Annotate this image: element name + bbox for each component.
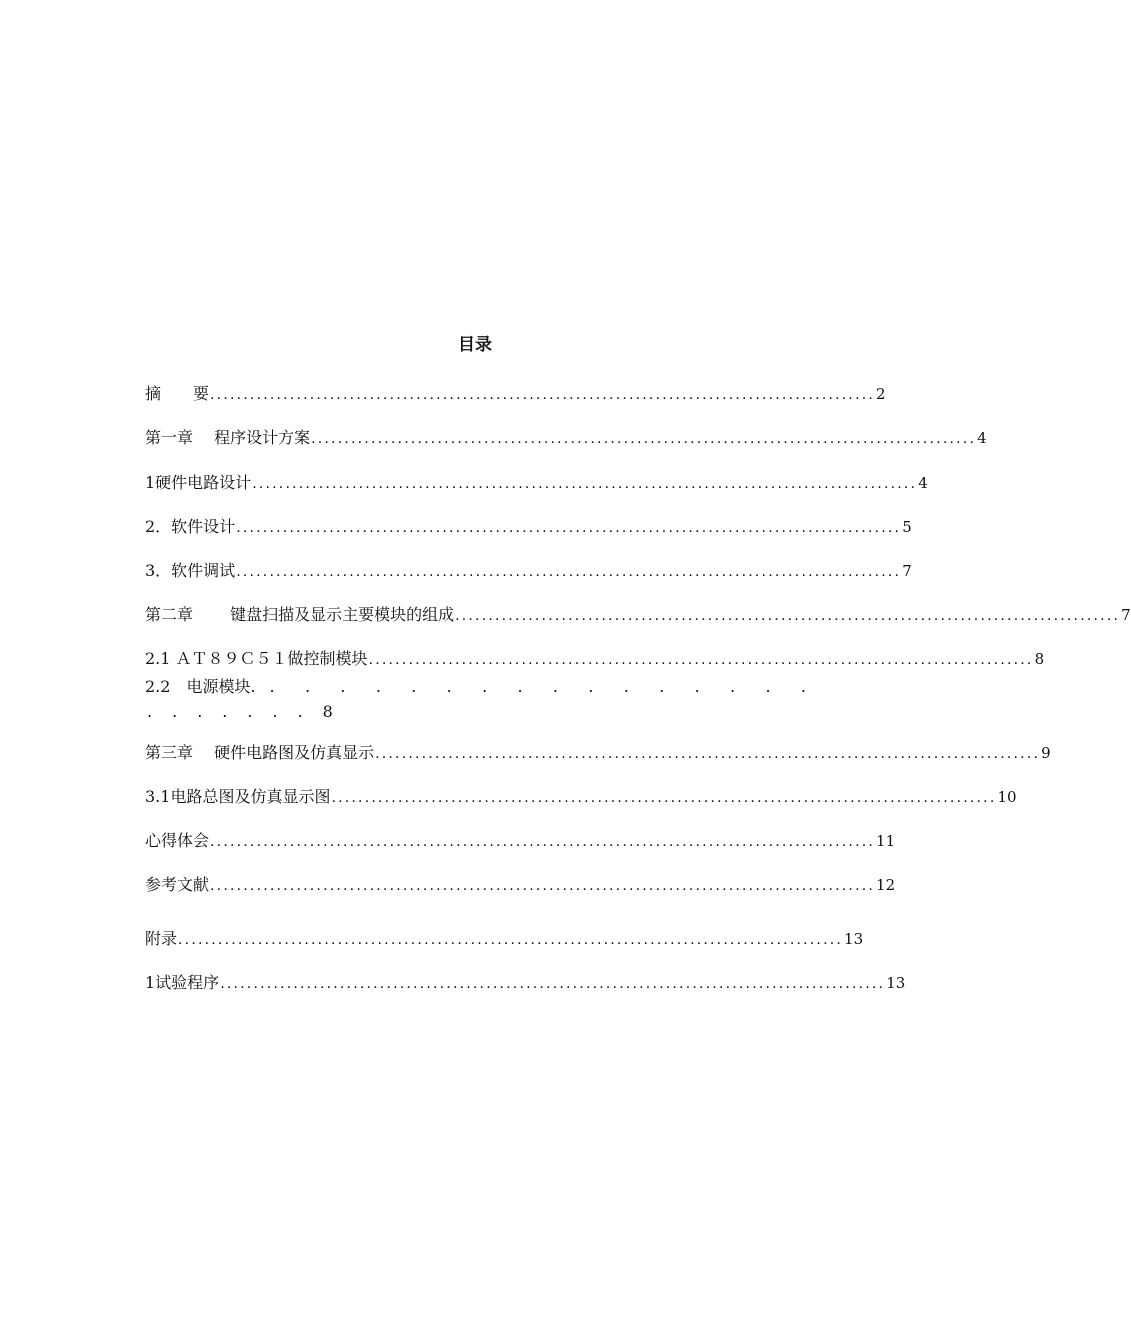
toc-entry-chapter-2[interactable] (145, 605, 1131, 626)
toc-entry-label: 3．软件调试 (145, 561, 236, 580)
dot-leader: . (197, 702, 203, 721)
toc-entry-label: 附录 (145, 929, 178, 948)
toc-entry-page: 5 (902, 518, 912, 536)
toc-entry-page: 13 (844, 930, 864, 948)
toc-entry-test-program[interactable] (145, 973, 906, 994)
dot-leader: . (222, 702, 228, 721)
toc-entry-label: 2．软件设计 (145, 517, 236, 536)
dot-leader: .................................................................................................... (210, 878, 876, 894)
toc-entry-label: 第二章 键盘扫描及显示主要模块的组成 (145, 605, 455, 624)
dot-leader: . (272, 702, 278, 721)
toc-entry-software-design[interactable] (145, 517, 912, 538)
toc-entry-label: 心得体会 (145, 831, 210, 850)
toc-entry-page: 4 (918, 474, 928, 492)
toc-entry-label: 2.1 ＡＴ８９Ｃ５１做控制模块 (145, 649, 368, 668)
dot-leader: .................................................................................................... (236, 520, 902, 536)
toc-entry-chapter-1[interactable] (145, 428, 987, 449)
toc-entry-page: 8 (322, 702, 333, 721)
toc-entry-abstract[interactable] (145, 384, 886, 405)
toc-entry-references[interactable] (145, 875, 896, 896)
toc-entry-circuit-diagram[interactable] (145, 787, 1017, 808)
toc-entry-label: 3.1电路总图及仿真显示图 (145, 787, 331, 806)
toc-title: 目录 (458, 335, 492, 355)
toc-entry-page: 7 (902, 562, 912, 580)
toc-entry-software-debug[interactable] (145, 561, 912, 582)
dot-leader: . . . . . . . . . . . . . . . . (269, 677, 806, 696)
toc-entry-page: 9 (1041, 744, 1051, 762)
dot-leader: .................................................................................................... (455, 608, 1121, 624)
toc-entry-control-module[interactable] (145, 649, 1045, 670)
toc-entry-label: 1试验程序 (145, 973, 220, 992)
dot-leader: .................................................................................................... (368, 652, 1034, 668)
toc-entry-chapter-3[interactable] (145, 743, 1051, 764)
toc-entry-label: 摘 要 (145, 384, 210, 403)
dot-leader: .................................................................................................... (252, 476, 918, 492)
toc-entry-page: 10 (997, 788, 1017, 806)
toc-entry-label: 2.2 电源模块. (145, 677, 256, 696)
dot-leader: . (147, 702, 153, 721)
toc-entry-page: 7 (1121, 606, 1131, 624)
toc-entry-appendix[interactable] (145, 929, 864, 950)
toc-entry-label: 第三章 硬件电路图及仿真显示 (145, 743, 375, 762)
toc-entry-page: 11 (876, 832, 896, 850)
dot-leader: .................................................................................................... (220, 976, 886, 992)
dot-leader: .................................................................................................... (311, 431, 977, 447)
dot-leader: .................................................................................................... (178, 932, 844, 948)
toc-entry-power-module[interactable] (145, 674, 806, 724)
toc-entry-reflections[interactable] (145, 831, 896, 852)
toc-entry-label: 第一章 程序设计方案 (145, 428, 311, 447)
toc-entry-page: 8 (1034, 650, 1045, 668)
toc-entry-page: 13 (886, 974, 906, 992)
toc-entry-label: 1硬件电路设计 (145, 473, 252, 492)
dot-leader: . (247, 702, 253, 721)
toc-entry-page: 4 (977, 429, 987, 447)
toc-entry-label: 参考文献 (145, 875, 210, 894)
dot-leader: . (297, 702, 303, 721)
dot-leader: .................................................................................................... (236, 564, 902, 580)
dot-leader: .................................................................................................... (331, 790, 997, 806)
dot-leader: .................................................................................................... (375, 746, 1041, 762)
dot-leader: .................................................................................................... (210, 387, 876, 403)
toc-entry-hardware-design[interactable] (145, 473, 928, 494)
toc-entry-page: 2 (876, 385, 886, 403)
dot-leader: . (172, 702, 178, 721)
dot-leader: .................................................................................................... (210, 834, 876, 850)
toc-entry-page: 12 (876, 876, 896, 894)
